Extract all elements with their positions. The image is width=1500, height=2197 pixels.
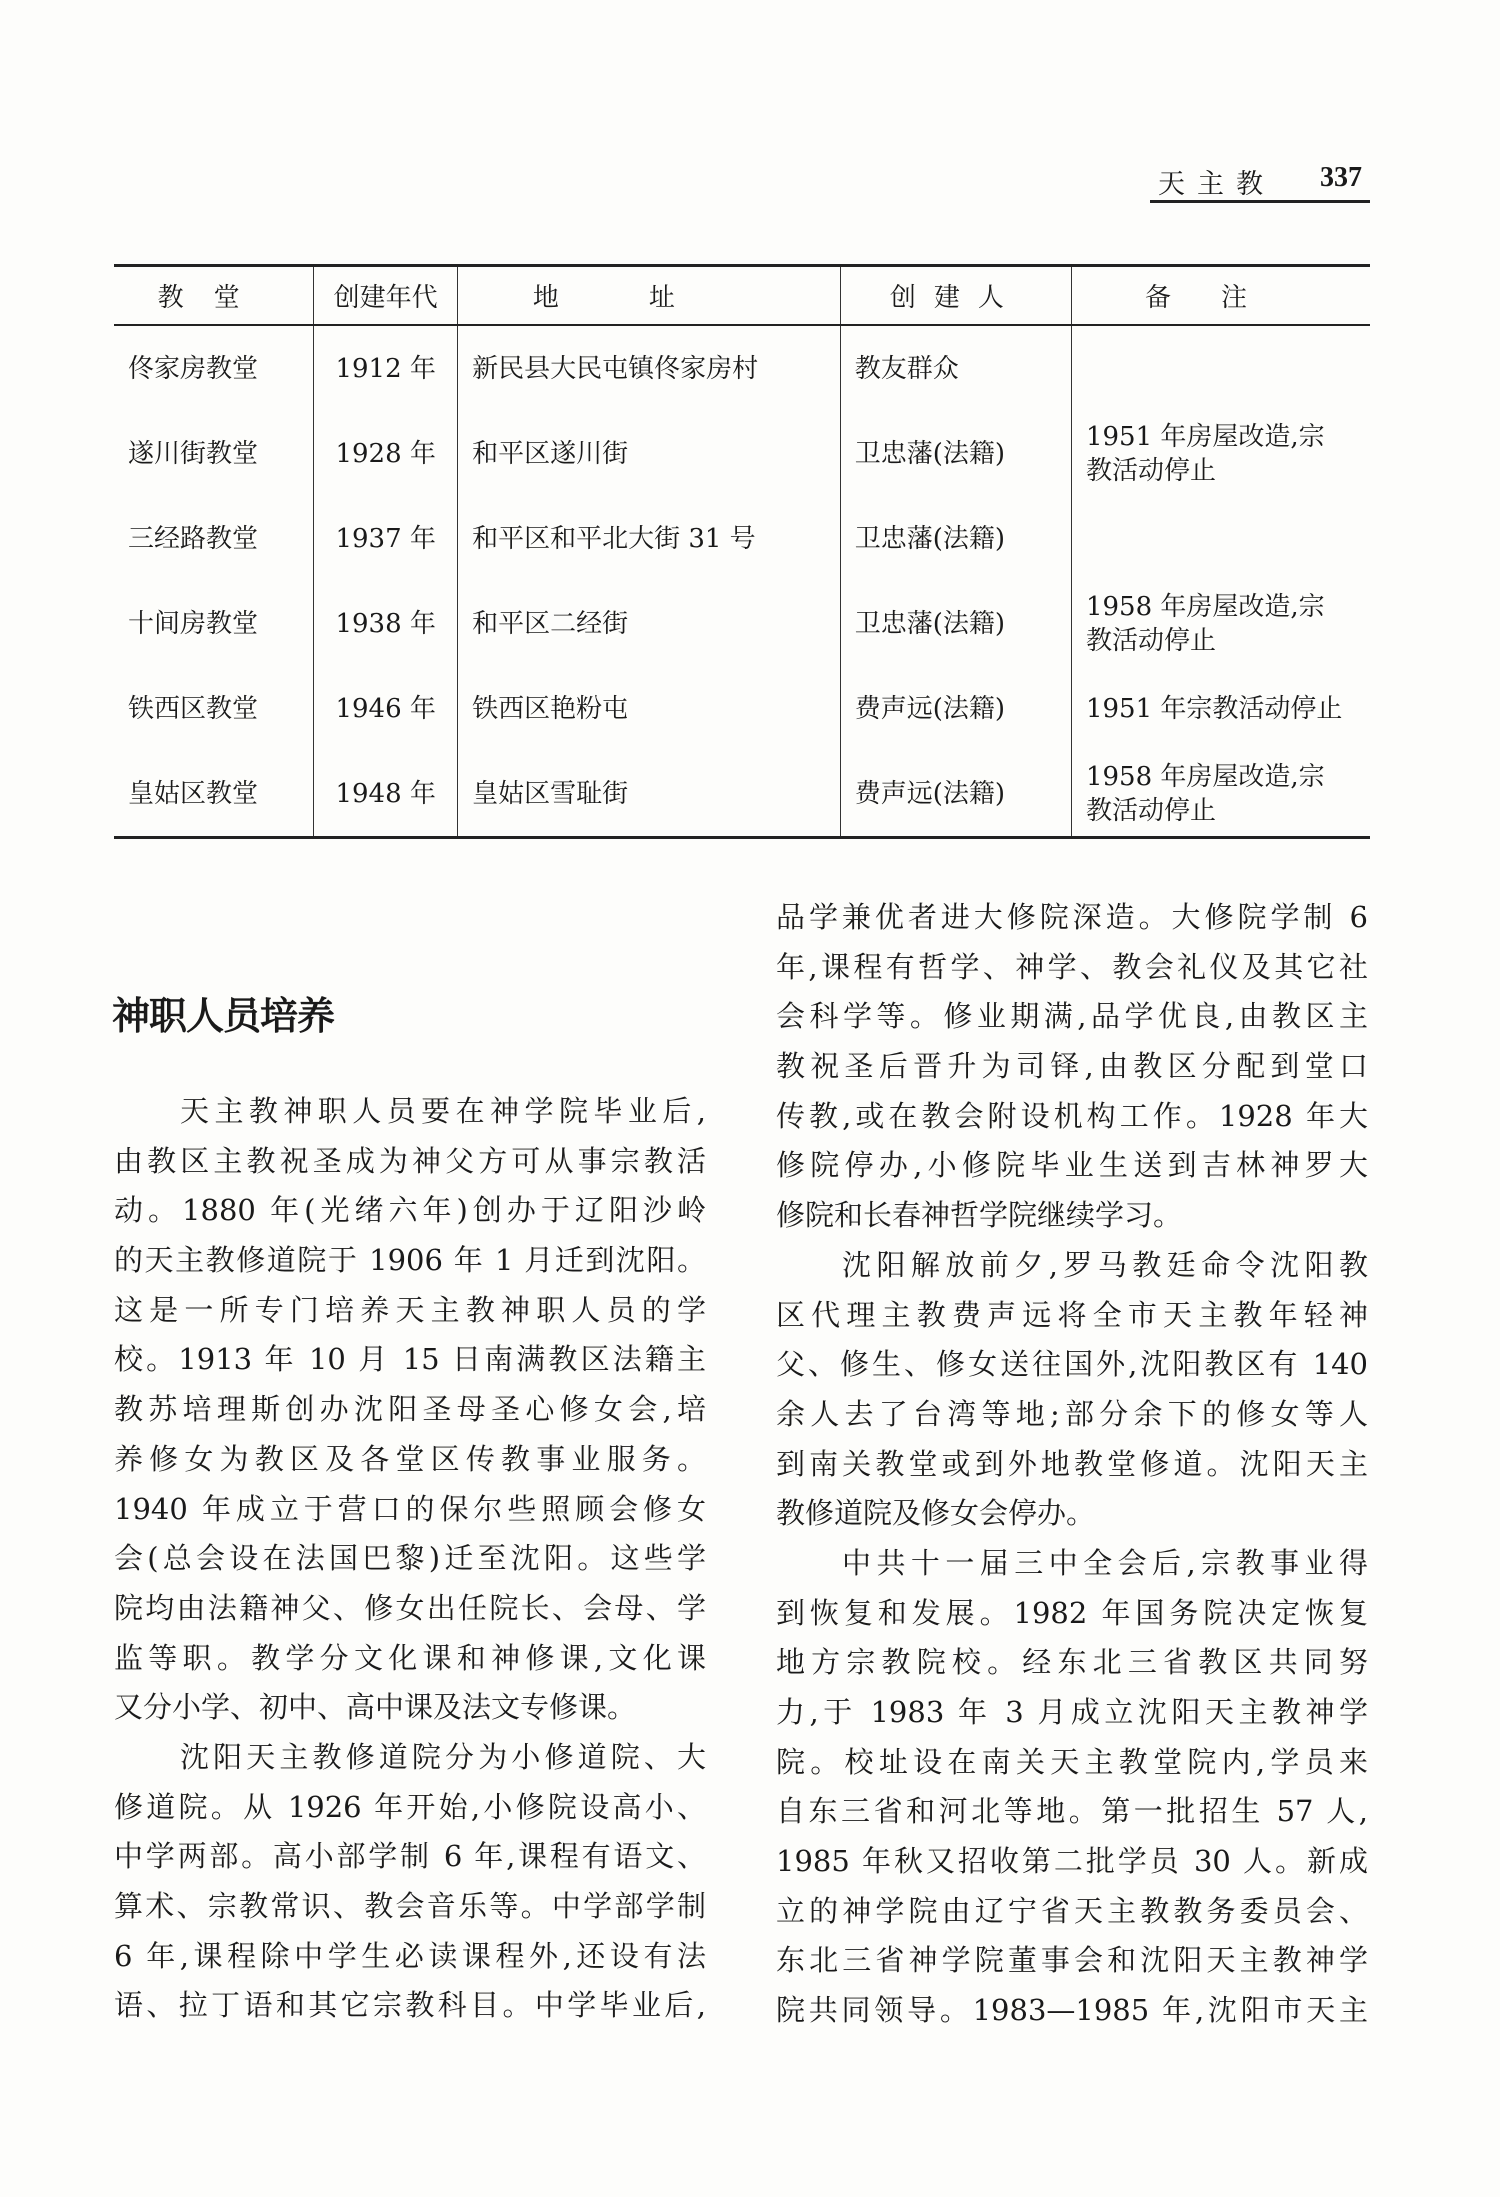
cell-address: 和平区二经街: [458, 581, 841, 666]
text-line: 年,课程有哲学、神学、教会礼仪及其它社: [776, 949, 1368, 984]
cell-address: 和平区和平北大街 31 号: [458, 496, 841, 581]
text-line: 力,于 1983 年 3 月成立沈阳天主教神学: [776, 1695, 1368, 1729]
text-line: 品学兼优者进大修院深造。大修院学制 6: [776, 900, 1368, 934]
text-line: 教祝圣后晋升为司铎,由教区分配到堂口: [776, 1049, 1368, 1084]
cell-year: 1912 年: [314, 325, 458, 411]
cell-remarks: [1071, 666, 1370, 751]
remark-line: 教活动停止: [1085, 795, 1216, 826]
table-row: [114, 496, 1370, 581]
cell-remarks: [1071, 496, 1370, 581]
text-line: 余人去了台湾等地;部分余下的修女等人: [776, 1396, 1368, 1431]
text-line: 沈阳解放前夕,罗马教廷命令沈阳教: [842, 1247, 1368, 1282]
cell-remarks: [1071, 325, 1370, 411]
table-row: [114, 751, 1370, 838]
text-line: 的天主教修道院于 1906 年 1 月迁到沈阳。: [114, 1243, 706, 1278]
cell-founder: 费声远(法籍): [840, 751, 1071, 838]
table-row: [114, 666, 1370, 751]
text-line: 教修道院及修女会停办。: [776, 1496, 1096, 1531]
text-line: 到南关教堂或到外地教堂修道。沈阳天主: [776, 1446, 1368, 1481]
cell-church: 三经路教堂: [128, 523, 259, 554]
text-line: 院均由法籍神父、修女出任院长、会母、学: [114, 1590, 706, 1625]
text-line: 语、拉丁语和其它宗教科目。中学毕业后,: [114, 1988, 706, 2023]
remark-line: 教活动停止: [1085, 625, 1216, 656]
text-line: 教苏培理斯创办沈阳圣母圣心修女会,培: [114, 1392, 706, 1427]
cell-address: 和平区遂川街: [458, 411, 841, 496]
table-row: [114, 411, 1370, 496]
cell-church: 皇姑区教堂: [128, 778, 259, 809]
text-line: 动。1880 年(光绪六年)创办于辽阳沙岭: [114, 1193, 706, 1228]
text-line: 会(总会设在法国巴黎)迁至沈阳。这些学: [114, 1541, 706, 1576]
cell-year: 1928 年: [314, 411, 458, 496]
cell-founder: 卫忠藩(法籍): [840, 411, 1071, 496]
cell-church: 十间房教堂: [128, 608, 259, 639]
table-header-row: [114, 266, 1370, 326]
section-heading: 神职人员培养: [112, 994, 335, 1038]
running-head: [1150, 160, 1370, 203]
table-row: [114, 581, 1370, 666]
text-line: 区代理主教费声远将全市天主教年轻神: [776, 1297, 1368, 1332]
page-number: 337: [1320, 162, 1362, 193]
cell-year: 1948 年: [314, 751, 458, 838]
text-line: 中共十一届三中全会后,宗教事业得: [842, 1545, 1368, 1580]
text-line: 自东三省和河北等地。第一批招生 57 人,: [776, 1794, 1368, 1829]
cell-address: 皇姑区雪耻街: [458, 751, 841, 838]
cell-church: 铁西区教堂: [128, 693, 259, 724]
text-line: 由教区主教祝圣成为神父方可从事宗教活: [114, 1143, 706, 1178]
remark-line: 1958 年房屋改造,宗: [1085, 761, 1325, 792]
cell-year: 1938 年: [314, 581, 458, 666]
cell-remarks: [1071, 751, 1370, 838]
header-remarks: 备注: [1071, 266, 1370, 326]
cell-remarks: [1071, 411, 1370, 496]
text-line: 院。校址设在南关天主教堂院内,学员来: [776, 1744, 1368, 1779]
remark-line: 1958 年房屋改造,宗: [1085, 591, 1325, 622]
cell-remarks: [1071, 581, 1370, 666]
text-line: 东北三省神学院董事会和沈阳天主教神学: [776, 1943, 1368, 1978]
text-line: 又分小学、初中、高中课及法文专修课。: [114, 1690, 637, 1725]
remark-line: 1951 年宗教活动停止: [1085, 693, 1343, 724]
cell-founder: 卫忠藩(法籍): [840, 581, 1071, 666]
text-line: 中学两部。高小部学制 6 年,课程有语文、: [114, 1839, 706, 1874]
right-text-column: [776, 893, 1368, 2036]
text-line: 监等职。教学分文化课和神修课,文化课: [114, 1640, 706, 1675]
cell-founder: 卫忠藩(法籍): [840, 496, 1071, 581]
cell-address: 新民县大民屯镇佟家房村: [458, 325, 841, 411]
text-line: 立的神学院由辽宁省天主教教务委员会、: [776, 1893, 1368, 1928]
text-line: 算术、宗教常识、教会音乐等。中学部学制: [114, 1889, 706, 1923]
header-year: 创建年代: [314, 266, 458, 326]
header-address: 地址: [458, 266, 841, 326]
header-church: 教堂: [114, 266, 314, 326]
cell-address: 铁西区艳粉屯: [458, 666, 841, 751]
text-line: 修院停办,小修院毕业生送到吉林神罗大: [776, 1148, 1368, 1183]
cell-church: 佟家房教堂: [128, 353, 259, 384]
header-founder: 创建人: [840, 266, 1071, 326]
text-line: 修道院。从 1926 年开始,小修院设高小、: [114, 1789, 706, 1824]
text-line: 传教,或在教会附设机构工作。1928 年大: [776, 1098, 1368, 1133]
left-text-column: [114, 1087, 706, 2031]
table-row: [114, 325, 1370, 411]
running-head-title: 天主教: [1158, 169, 1275, 200]
text-line: 院共同领导。1983—1985 年,沈阳市天主: [776, 1993, 1368, 2028]
cell-founder: 教友群众: [840, 325, 1071, 411]
text-line: 天主教神职人员要在神学院毕业后,: [180, 1094, 706, 1128]
text-line: 养修女为教区及各堂区传教事业服务。: [114, 1441, 706, 1476]
text-line: 修院和长春神哲学院继续学习。: [776, 1198, 1183, 1233]
text-line: 1940 年成立于营口的保尔些照顾会修女: [114, 1491, 706, 1526]
text-line: 这是一所专门培养天主教神职人员的学: [114, 1292, 706, 1327]
cell-founder: 费声远(法籍): [840, 666, 1071, 751]
text-line: 到恢复和发展。1982 年国务院决定恢复: [776, 1595, 1368, 1630]
cell-church: 遂川街教堂: [128, 438, 259, 469]
text-line: 6 年,课程除中学生必读课程外,还设有法: [114, 1938, 706, 1973]
remark-line: 1951 年房屋改造,宗: [1085, 421, 1325, 452]
cell-year: 1937 年: [314, 496, 458, 581]
text-line: 沈阳天主教修道院分为小修道院、大: [180, 1739, 706, 1774]
churches-table: [114, 264, 1370, 839]
text-line: 1985 年秋又招收第二批学员 30 人。新成: [776, 1844, 1368, 1879]
text-line: 会科学等。修业期满,品学优良,由教区主: [776, 999, 1368, 1034]
remark-line: 教活动停止: [1085, 455, 1216, 486]
text-line: 父、修生、修女送往国外,沈阳教区有 140: [776, 1347, 1368, 1382]
cell-year: 1946 年: [314, 666, 458, 751]
text-line: 地方宗教院校。经东北三省教区共同努: [776, 1645, 1368, 1680]
text-line: 校。1913 年 10 月 15 日南满教区法籍主: [114, 1342, 706, 1377]
